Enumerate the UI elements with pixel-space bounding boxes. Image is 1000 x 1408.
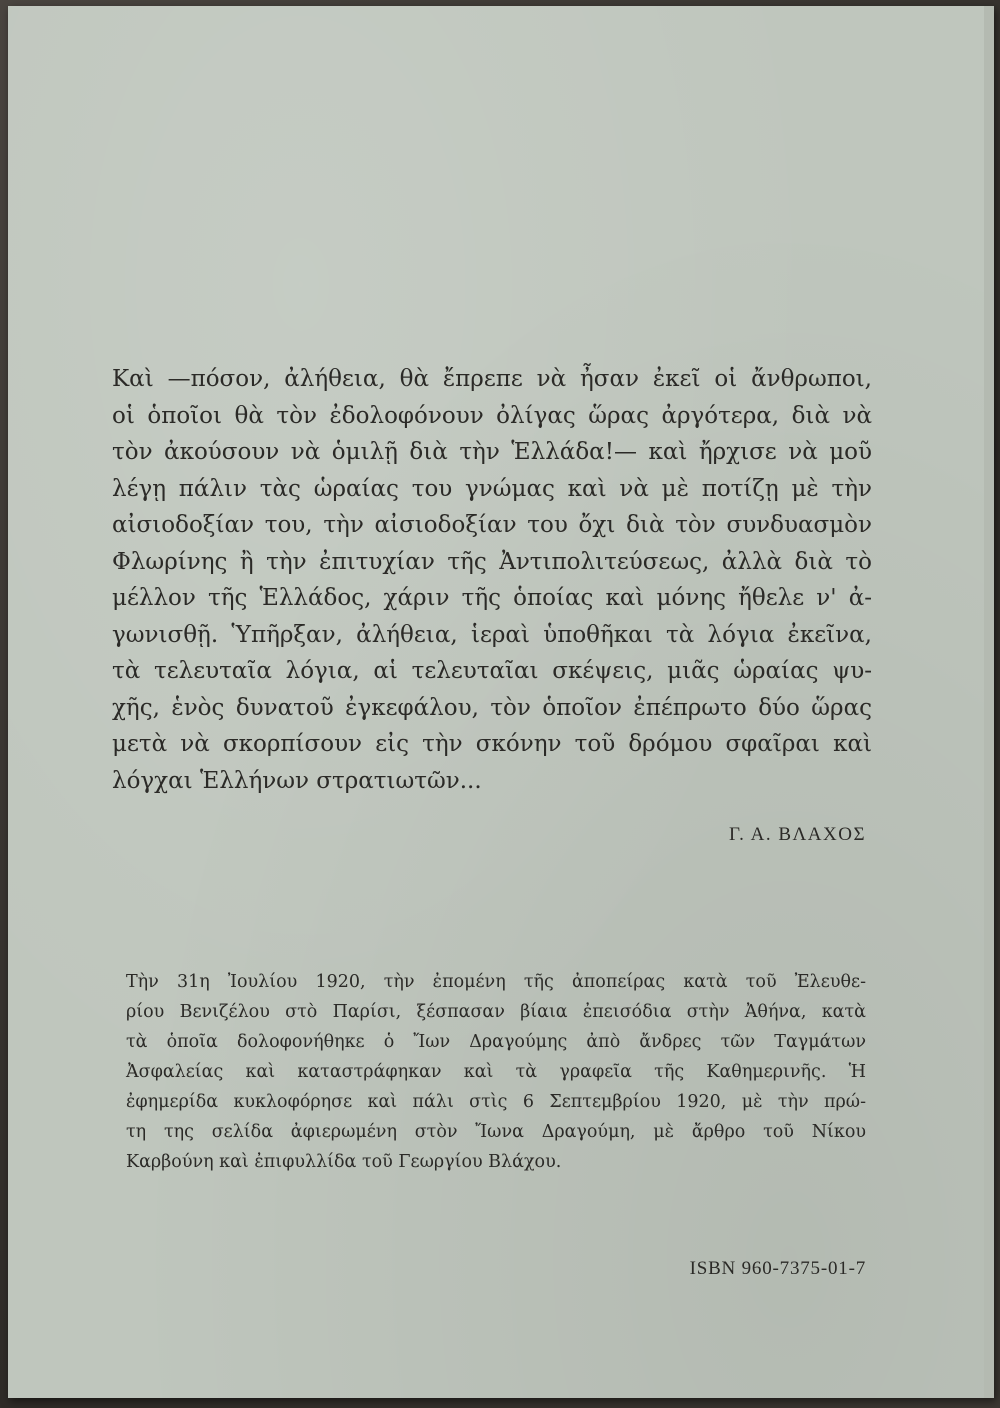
isbn-number: ISBN 960-7375-01-7 (689, 1258, 866, 1279)
quote-line: τὰ τελευταῖα λόγια, αἱ τελευταῖαι σκέψεις, μιᾶς ὡραίας ψυ- (112, 658, 872, 684)
historical-note (126, 967, 866, 1177)
note-line: Τὴν 31η Ἰουλίου 1920, τὴν ἐπομένη τῆς ἀποπείρας κατὰ τοῦ Ἐλευθε- (126, 972, 866, 992)
quote-line: γωνισθῇ. Ὑπῆρξαν, ἀλήθεια, ἱεραὶ ὑποθῆκαι τὰ λόγια ἐκεῖνα, (112, 621, 872, 648)
quote-line: τὸν ἀκούσουν νὰ ὁμιλῇ διὰ τὴν Ἑλλάδα!— καὶ ἤρχισε νὰ μοῦ (112, 439, 872, 465)
quote-passage (112, 361, 872, 799)
note-line: Ἀσφαλείας καὶ καταστράφηκαν καὶ τὰ γραφεῖα τῆς Καθημερινῆς. Ἡ (126, 1062, 866, 1082)
quote-line: αἰσιοδοξίαν του, τὴν αἰσιοδοξίαν του ὄχι διὰ τὸν συνδυασμὸν (112, 512, 872, 538)
quote-line: λέγῃ πάλιν τὰς ὡραίας του γνώμας καὶ νὰ μὲ ποτίζῃ μὲ τὴν (112, 475, 872, 502)
quote-line: Καὶ —πόσον, ἀλήθεια, θὰ ἔπρεπε νὰ ἦσαν ἐκεῖ οἱ ἄνθρωποι, (112, 366, 872, 392)
quote-line: Φλωρίνης ἢ τὴν ἐπιτυχίαν τῆς Ἀντιπολιτεύσεως, ἀλλὰ διὰ τὸ (112, 548, 872, 575)
note-line: ἐφημερίδα κυκλοφόρησε καὶ πάλι στὶς 6 Σεπτεμβρίου 1920, μὲ τὴν πρώ- (126, 1092, 866, 1112)
quote-author: Γ. Α. ΒΛΑΧΟΣ (728, 824, 866, 845)
book-back-cover (8, 6, 994, 1398)
quote-line: οἱ ὁποῖοι θὰ τὸν ἐδολοφόνουν ὀλίγας ὥρας ἀργότερα, διὰ νὰ (112, 402, 872, 429)
note-line: Καρβούνη καὶ ἐπιφυλλίδα τοῦ Γεωργίου Βλάχου. (126, 1152, 562, 1172)
quote-line: χῆς, ἑνὸς δυνατοῦ ἐγκεφάλου, τὸν ὁποῖον ἐπέπρωτο δύο ὥρας (112, 694, 872, 721)
note-line: τὰ ὁποῖα δολοφονήθηκε ὁ Ἴων Δραγούμης ἀπὸ ἄνδρες τῶν Ταγμάτων (126, 1032, 866, 1052)
quote-line: μέλλον τῆς Ἑλλάδος, χάριν τῆς ὁποίας καὶ μόνης ἤθελε ν' ἀ- (112, 585, 872, 611)
note-line: τη της σελίδα ἀφιερωμένη στὸν Ἴωνα Δραγούμη, μὲ ἄρθρο τοῦ Νίκου (126, 1122, 866, 1142)
quote-line: μετὰ νὰ σκορπίσουν εἰς τὴν σκόνην τοῦ δρόμου σφαῖραι καὶ (112, 731, 872, 757)
note-line: ρίου Βενιζέλου στὸ Παρίσι, ξέσπασαν βίαια ἐπεισόδια στὴν Ἀθήνα, κατὰ (126, 1002, 866, 1022)
quote-line: λόγχαι Ἑλλήνων στρατιωτῶν... (112, 767, 482, 794)
